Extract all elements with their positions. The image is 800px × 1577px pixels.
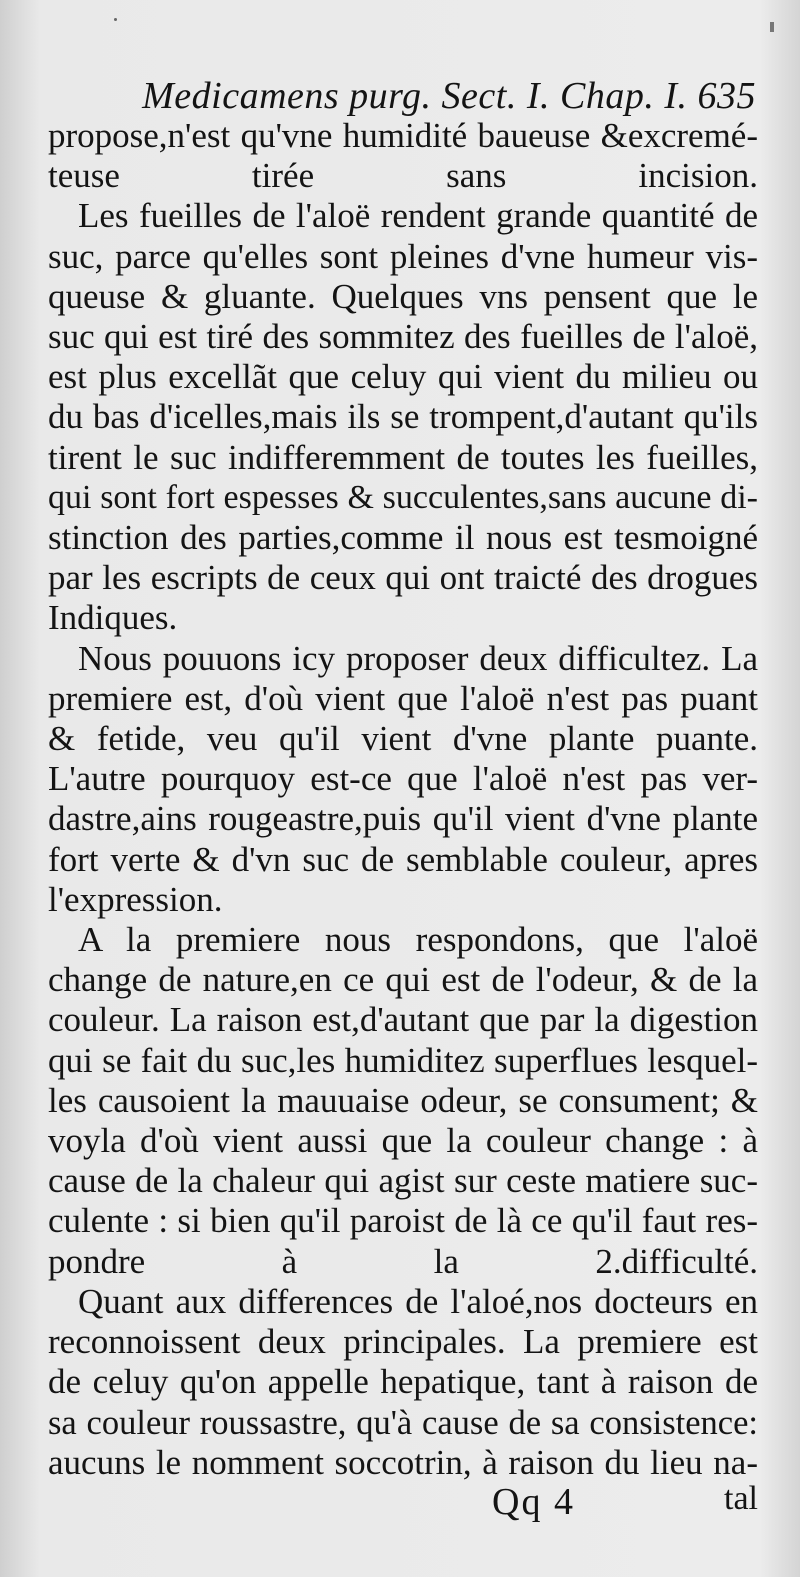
text-line: qui sont fort espesses & succulentes,sans aucune di-	[48, 478, 758, 516]
text-line: cause de la chaleur qui agist sur ceste matiere suc-	[48, 1161, 758, 1201]
paragraph	[48, 116, 758, 196]
signature-mark: Qq 4	[492, 1481, 575, 1523]
running-header: Medicamens purg. Sect. I. Chap. I. 635	[142, 75, 756, 117]
text-line: du bas d'icelles,mais ils se trompent,d'autant qu'ils	[48, 397, 758, 437]
text-line: de celuy qu'on appelle hepatique, tant à raison de	[48, 1362, 758, 1402]
text-line: tirent le suc indifferemment de toutes les fueilles,	[48, 437, 758, 477]
text-line: Indiques.	[48, 598, 178, 638]
page-body	[48, 116, 758, 1483]
paragraph	[48, 639, 758, 920]
text-line: aucuns le nomment soccotrin, à raison du lieu na-	[48, 1442, 758, 1482]
page-footer	[48, 1480, 758, 1530]
text-line: l'expression.	[48, 879, 223, 919]
text-line: fort verte & d'vn suc de semblable couleur, apres	[48, 839, 758, 879]
text-line: pondre à la 2.difficulté.	[48, 1241, 758, 1281]
text-line: qui se fait du suc,les humiditez superflues lesquel-	[48, 1040, 758, 1080]
text-line: change de nature,en ce qui est de l'odeur, & de la	[48, 960, 758, 1000]
text-line: premiere est, d'où vient que l'aloë n'est pas puant	[48, 678, 758, 718]
text-line: couleur. La raison est,d'autant que par la digestion	[48, 1000, 758, 1040]
text-line: dastre,ains rougeastre,puis qu'il vient d'vne plante	[48, 799, 758, 839]
text-line: Nous pouuons icy proposer deux difficultez. La	[78, 638, 758, 678]
paragraph	[48, 1282, 758, 1483]
text-line: propose,n'est qu'vne humidité baueuse &excremé-	[48, 116, 758, 155]
text-line: suc, parce qu'elles sont pleines d'vne humeur vis-	[48, 236, 758, 276]
ink-speck	[770, 22, 774, 32]
catchword: tal	[724, 1480, 758, 1517]
text-line: teuse tirée sans incision.	[48, 156, 758, 196]
text-line: & fetide, veu qu'il vient d'vne plante puante.	[48, 719, 758, 759]
text-line: est plus excellãt que celuy qui vient du milieu ou	[48, 357, 758, 397]
paragraph	[48, 196, 758, 638]
ink-speck	[114, 18, 117, 21]
text-line: sa couleur roussastre, qu'à cause de sa consistence:	[48, 1403, 758, 1442]
text-line: L'autre pourquoy est-ce que l'aloë n'est pas ver-	[48, 759, 758, 799]
text-line: par les escripts de ceux qui ont traicté des drogues	[48, 558, 758, 598]
paragraph	[48, 920, 758, 1282]
text-line: reconnoissent deux principales. La premiere est	[48, 1322, 758, 1362]
text-line: stinction des parties,comme il nous est tesmoigné	[48, 518, 758, 558]
text-line: A la premiere nous respondons, que l'aloë	[78, 920, 758, 960]
text-line: queuse & gluante. Quelques vns pensent que le	[48, 276, 758, 316]
text-line: voyla d'où vient aussi que la couleur change : à	[48, 1121, 758, 1161]
text-line: Quant aux differences de l'aloé,nos docteurs en	[78, 1281, 758, 1321]
text-line: Les fueilles de l'aloë rendent grande quantité de	[78, 196, 758, 236]
text-line: les causoient la mauuaise odeur, se consument; &	[48, 1080, 758, 1120]
text-line: suc qui est tiré des sommitez des fueilles de l'aloë,	[48, 317, 758, 357]
text-line: culente : si bien qu'il paroist de là ce qu'il faut res-	[48, 1201, 758, 1241]
